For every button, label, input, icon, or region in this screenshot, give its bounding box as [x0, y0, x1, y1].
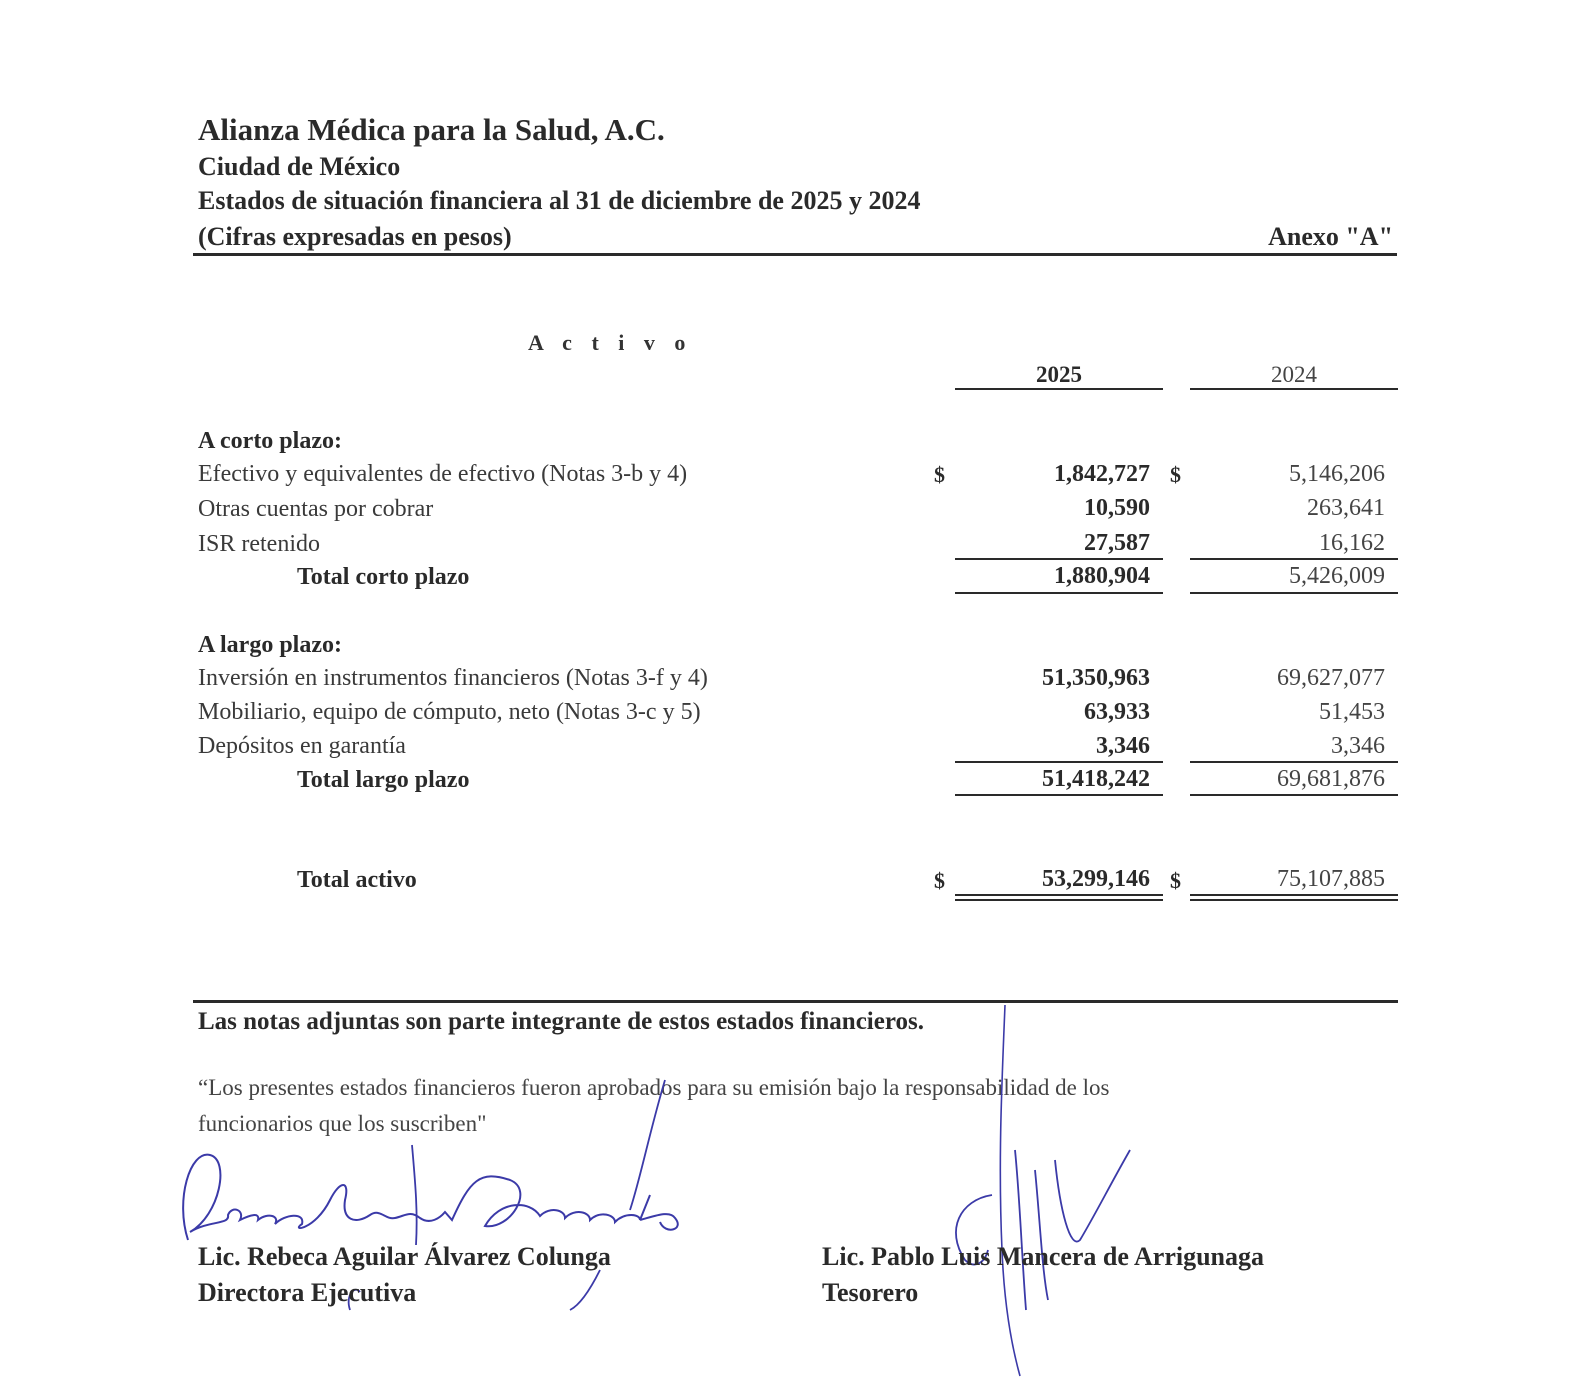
- value-2024-cash: 5,146,206: [1289, 461, 1385, 487]
- double-rule-2025: [955, 894, 1163, 896]
- value-2024-deposits: 3,346: [1331, 733, 1385, 759]
- header-rule: [193, 253, 1397, 256]
- total-rule-2025: [955, 794, 1163, 796]
- footer-rule: [193, 1000, 1398, 1003]
- value-2025-long-total: 51,418,242: [1042, 766, 1150, 792]
- annex-label: Anexo "A": [1268, 222, 1393, 251]
- value-2024-receivables: 263,641: [1307, 495, 1385, 521]
- currency-symbol-2024: $: [1170, 868, 1181, 893]
- value-2024-investments: 69,627,077: [1277, 665, 1385, 691]
- row-label-cash: Efectivo y equivalentes de efectivo (Notas 3-b y 4): [198, 461, 688, 487]
- subtotal-rule-2024: [1190, 558, 1398, 560]
- value-2024-total-assets: 75,107,885: [1277, 866, 1385, 892]
- currency-symbol-2024: $: [1170, 462, 1181, 487]
- double-rule-2024: [1190, 894, 1398, 896]
- col-underline-2025: [955, 388, 1163, 390]
- units-note: (Cifras expresadas en pesos): [198, 222, 512, 251]
- approval-text-line1: “Los presentes estados financieros fueron aprobados para su emisión bajo la responsabilidad de los: [198, 1075, 1110, 1100]
- value-2025-isr: 27,587: [1084, 530, 1150, 556]
- currency-symbol-2025: $: [934, 868, 945, 893]
- total-rule-2025: [955, 592, 1163, 594]
- subtotal-rule-2025: [955, 761, 1163, 763]
- subtotal-rule-2024: [1190, 761, 1398, 763]
- double-rule-2024: [1190, 899, 1398, 901]
- col-underline-2024: [1190, 388, 1398, 390]
- total-rule-2024: [1190, 592, 1398, 594]
- section-title: A c t i v o: [528, 330, 693, 355]
- subtotal-rule-2025: [955, 558, 1163, 560]
- col-header-2024: 2024: [1271, 362, 1317, 387]
- value-2024-long-total: 69,681,876: [1277, 766, 1385, 792]
- value-2024-isr: 16,162: [1319, 530, 1385, 556]
- value-2025-deposits: 3,346: [1096, 733, 1150, 759]
- signatory-2-title: Tesorero: [822, 1278, 919, 1307]
- value-2024-short-total: 5,426,009: [1289, 563, 1385, 589]
- statement-title: Estados de situación financiera al 31 de diciembre de 2025 y 2024: [198, 186, 921, 215]
- entity-name: Alianza Médica para la Salud, A.C.: [198, 112, 665, 147]
- total-rule-2024: [1190, 794, 1398, 796]
- row-label-receivables: Otras cuentas por cobrar: [198, 496, 434, 522]
- row-label-investments: Inversión en instrumentos financieros (Notas 3-f y 4): [198, 665, 708, 691]
- city: Ciudad de México: [198, 152, 401, 181]
- signatory-1-name: Lic. Rebeca Aguilar Álvarez Colunga: [198, 1242, 611, 1271]
- value-2025-short-total: 1,880,904: [1054, 563, 1150, 589]
- long-term-total-label: Total largo plazo: [297, 767, 470, 793]
- value-2025-receivables: 10,590: [1084, 495, 1150, 521]
- value-2025-total-assets: 53,299,146: [1042, 866, 1150, 892]
- value-2025-cash: 1,842,727: [1054, 461, 1150, 487]
- value-2025-investments: 51,350,963: [1042, 665, 1150, 691]
- long-term-heading: A largo plazo:: [198, 632, 342, 658]
- short-term-total-label: Total corto plazo: [297, 564, 470, 590]
- double-rule-2025: [955, 899, 1163, 901]
- signature-pablo: [930, 1000, 1150, 1380]
- row-label-furniture: Mobiliario, equipo de cómputo, neto (Notas 3-c y 5): [198, 699, 701, 725]
- currency-symbol-2025: $: [934, 462, 945, 487]
- value-2025-furniture: 63,933: [1084, 699, 1150, 725]
- total-assets-label: Total activo: [297, 867, 417, 893]
- notes-statement: Las notas adjuntas son parte integrante de estos estados financieros.: [198, 1008, 924, 1035]
- value-2024-furniture: 51,453: [1319, 699, 1385, 725]
- short-term-heading: A corto plazo:: [198, 428, 342, 454]
- col-header-2025: 2025: [1036, 362, 1082, 387]
- signatory-1-title: Directora Ejecutiva: [198, 1278, 417, 1307]
- signatory-2-name: Lic. Pablo Luis Mancera de Arrigunaga: [822, 1242, 1264, 1271]
- approval-text-line2: funcionarios que los suscriben": [198, 1111, 487, 1136]
- row-label-isr: ISR retenido: [198, 531, 320, 557]
- row-label-deposits: Depósitos en garantía: [198, 733, 406, 759]
